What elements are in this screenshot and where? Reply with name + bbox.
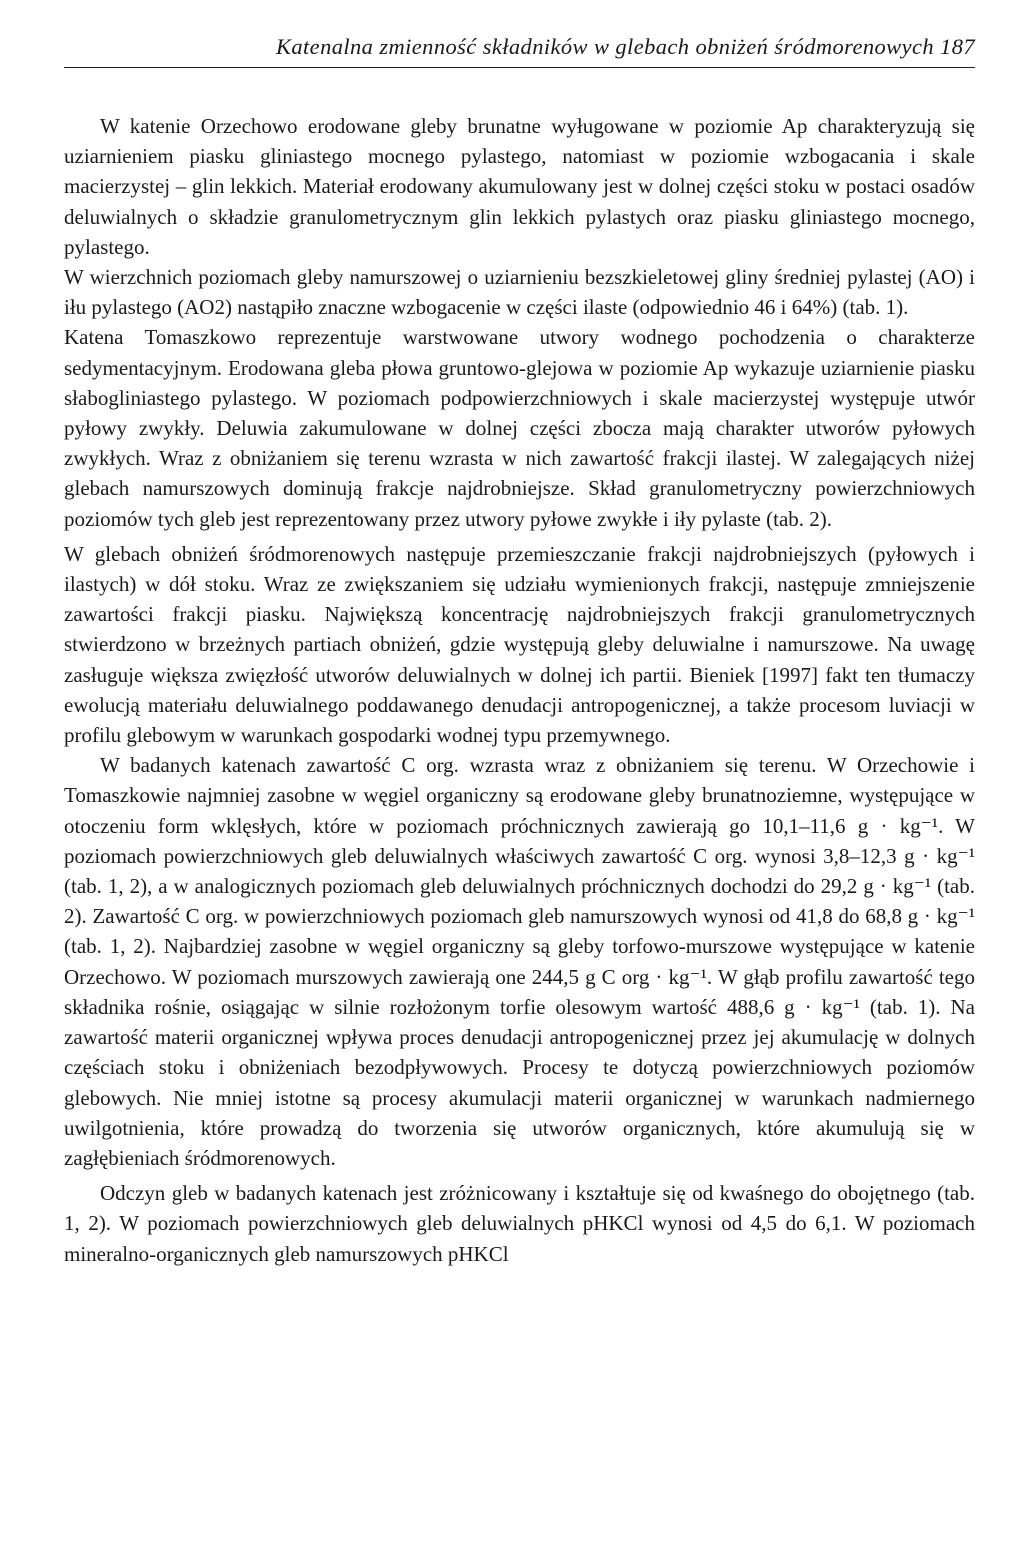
header-rule [64, 67, 975, 68]
running-header [276, 34, 975, 60]
paragraph-tomaszkowo: Katena Tomaszkowo reprezentuje warstwowane utwory wodnego pochodzenia o charakterze sedymentacyjnym. Erodowana gleba płowa gruntowo-glejowa w poziomie Ap wykazuje uziarnienie piasku słabogliniastego pylastego. W poziomach podpowierzchniowych i skale macierzystej występuje utwór pyłowy zwykły. Deluwia zakumulowane w dolnej części zbocza mają charakter utworów pyłowych zwykłych. Wraz z obniżaniem się terenu wzrasta w nich zawartość frakcji ilastej. W zalegających niżej glebach namurszowych dominują frakcje najdrobniejsze. Skład granulometryczny powierzchniowych poziomów tych gleb jest reprezentowany przez utwory pyłowe zwykłe i iły pylaste (tab. 2). [64, 325, 975, 531]
running-title: Katenalna zmienność składników w glebach obniżeń śródmorenowych [275, 34, 935, 59]
paragraph-frakcje: W glebach obniżeń śródmorenowych następuje przemieszczanie frakcji najdrobniejszych (pyłowych i ilastych) w dół stoku. Wraz ze zwiększaniem się udziału wymienionych frakcji, następuje zmniejszenie zawartości frakcji piasku. Największą koncentrację najdrobniejszych frakcji granulometrycznych stwierdzono w brzeżnych partiach obniżeń, gdzie występują gleby deluwialne i namurszowe. Na uwagę zasługuje większa zwięzłość utworów deluwialnych w dolnej ich partii. Bieniek [1997] fakt ten tłumaczy ewolucją materiału deluwialnego poddawanego denudacji antropogenicznej, a także procesom luviacji w profilu glebowym w warunkach gospodarki wodnej typu przemywnego. [64, 541, 975, 748]
page-number: 187 [940, 34, 975, 59]
paragraph-namurszowa: W wierzchnich poziomach gleby namurszowej o uziarnieniu bezszkieletowej gliny średniej pylastej (AO) i iłu pylastego (AO2) nastąpiło znaczne wzbogacenie w części ilaste (odpowiednio 46 i 64%) (tab. 1). [64, 265, 975, 320]
body-text [64, 111, 975, 1269]
paragraph-c-org: W badanych katenach zawartość C org. wzrasta wraz z obniżaniem się terenu. W Orzechowie i Tomaszkowie najmniej zasobne w węgiel organiczny są erodowane gleby brunatnoziemne, występujące w otoczeniu form wklęsłych, które w poziomach próchnicznych zawierają go 10,1–11,6 g · kg⁻¹. W poziomach powierzchniowych gleb deluwialnych właściwych zawartość C org. wynosi 3,8–12,3 g · kg⁻¹ (tab. 1, 2), a w analogicznych poziomach gleb deluwialnych próchnicznych dochodzi do 29,2 g · kg⁻¹ (tab. 2). Zawartość C org. w powierzchniowych poziomach gleb namurszowych wynosi od 41,8 do 68,8 g · kg⁻¹ (tab. 1, 2). Najbardziej zasobne w węgiel organiczny są gleby torfowo-murszowe występujące w katenie Orzechowo. W poziomach murszowych zawierają one 244,5 g C org · kg⁻¹. W głąb profilu zawartość tego składnika rośnie, osiągając w silnie rozłożonym torfie olesowym wartość 488,6 g · kg⁻¹ (tab. 1). Na zawartość materii organicznej wpływa proces denudacji antropogenicznej przez jej akumulację w dolnych częściach stoku i obniżeniach bezodpływowych. Procesy te dotyczą powierzchniowych poziomów glebowych. Nie mniej istotne są procesy akumulacji materii organicznej w warunkach nadmiernego uwilgotnienia, które prowadzą do tworzenia się utworów organicznych, które akumulują się w zagłębieniach śródmorenowych. [64, 753, 975, 1170]
paragraph-orzechowo: W katenie Orzechowo erodowane gleby brunatne wyługowane w poziomie Ap charakteryzują się uziarnieniem piasku gliniastego mocnego pylastego, natomiast w poziomie wzbogacania i skale macierzystej – glin lekkich. Materiał erodowany akumulowany jest w dolnej części stoku w postaci osadów deluwialnych o składzie granulometrycznym glin lekkich pylastych oraz piasku gliniastego mocnego, pylastego. [64, 114, 975, 259]
paragraph-odczyn: Odczyn gleb w badanych katenach jest zróżnicowany i kształtuje się od kwaśnego do obojętnego (tab. 1, 2). W poziomach powierzchniowych gleb deluwialnych pHKCl wynosi od 4,5 do 6,1. W poziomach mineralno-organicznych gleb namurszowych pHKCl [64, 1181, 975, 1266]
